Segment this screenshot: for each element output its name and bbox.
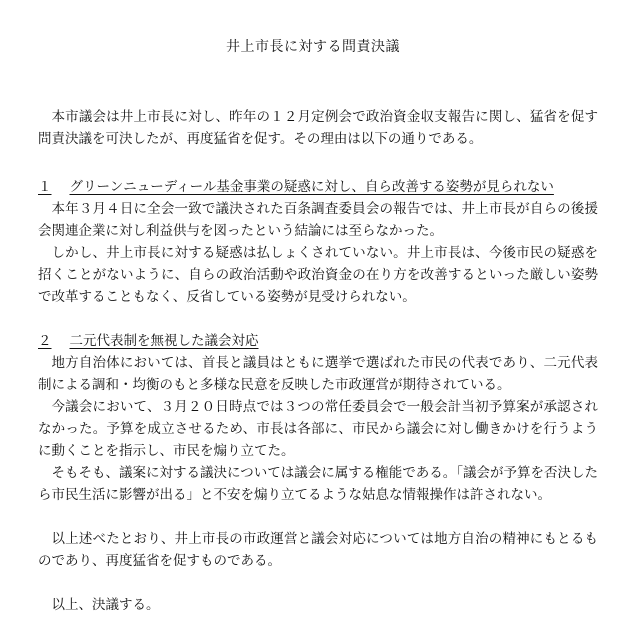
document-title: 井上市長に対する問責決議 — [226, 39, 400, 55]
intro-paragraph: 本市議会は井上市長に対し、昨年の１２月定例会で政治資金収支報告に関し、猛省を促す問責決議を可決したが、再度猛省を促す。その理由は以下の通りである。 — [38, 109, 598, 147]
section-2-title: 二元代表制を無視した議会対応 — [69, 333, 259, 349]
section-1-paragraph-1: 本年３月４日に全会一致で議決された百条調査委員会の報告では、井上市長が自らの後援会関連企業に対し利益供与を図ったという結論には至らなかった。 — [38, 201, 598, 239]
section-1-paragraph-2: しかし、井上市長に対する疑惑は払しょくされていない。井上市長は、今後市民の疑惑を招くことがないように、自らの政治活動や政治資金の在り方を改善するといった厳しい姿勢で改革することもなく、反省している姿勢が見受けられない。 — [38, 245, 598, 305]
section-1-heading — [38, 176, 554, 198]
conclusion-paragraph: 以上述べたとおり、井上市長の市政運営と議会対応については地方自治の精神にもとるものであり、再度猛省を促すものである。 — [38, 531, 598, 569]
section-1-title: グリーンニューディール基金事業の疑惑に対し、自ら改善する姿勢が見られない — [69, 179, 554, 195]
section-2-number: ２ — [38, 333, 52, 349]
section-2-heading — [38, 330, 259, 352]
section-2-paragraph-3: そもそも、議案に対する議決については議会に属する権能である。「議会が予算を否決したら市民生活に影響が出る」と不安を煽り立てるような姑息な情報操作は許されない。 — [38, 465, 598, 503]
section-2-paragraph-1: 地方自治体においては、首長と議員はともに選挙で選ばれた市民の代表であり、二元代表制による調和・均衡のもと多様な民意を反映した市政運営が期待されている。 — [38, 355, 598, 393]
section-1-number: １ — [38, 179, 52, 195]
closing-line: 以上、決議する。 — [51, 597, 160, 613]
section-2-paragraph-2: 今議会において、３月２０日時点では３つの常任委員会で一般会計当初予算案が承認されなかった。予算を成立させるため、市長は各部に、市民から議会に対し働きかけを行うように動くことを指示し、市民を煽り立てた。 — [38, 399, 598, 459]
